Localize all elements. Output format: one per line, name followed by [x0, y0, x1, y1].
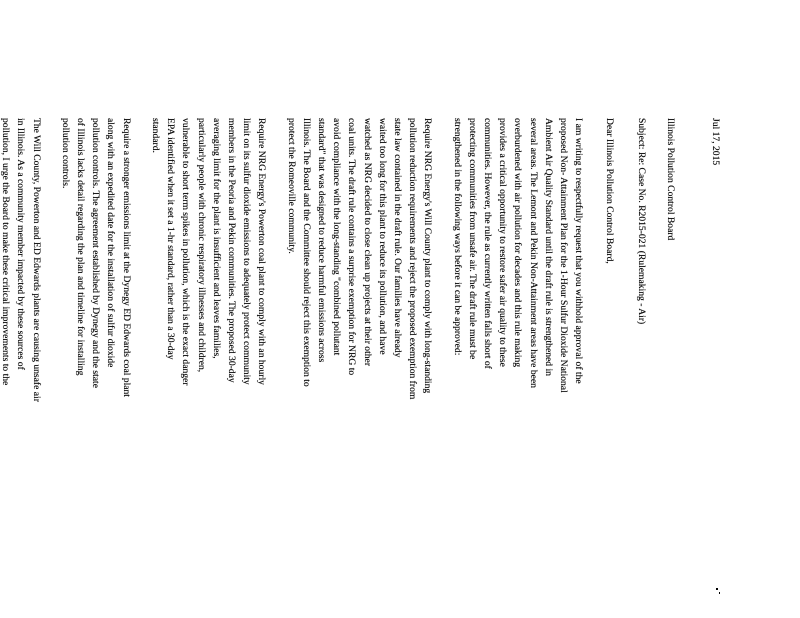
paragraph-line: along with an expedited date for the installation of sulfur dioxide	[105, 118, 117, 368]
paragraph-line: pollution, I urge the Board to make these critical improvements to the	[0, 118, 12, 386]
paragraph-line: Require NRG Energy's Will County plant to comply with long-standing	[422, 118, 434, 394]
paragraph-line: Require a stronger emissions limit at the Dynegy ED Edwards coal plant	[120, 118, 132, 397]
paragraph-line: limit on its sulfur dioxide emissions to adequately protect community	[241, 118, 253, 385]
paragraph-line: Ambient Air Quality Standard until the draft rule is strengthened in	[542, 118, 554, 376]
paragraph-line: several areas. The Lemont and Pekin Non-Attainment areas have been	[527, 118, 539, 388]
letter-date: Jul 17, 2015	[710, 118, 721, 166]
paragraph-line: strengthened in the following ways before it can be approved:	[451, 118, 463, 356]
paragraph-line: I am writing to respectfully request that you withhold approval of the	[573, 118, 585, 384]
paragraph-line: members in the Peoria and Pekin communities. The proposed 30-day	[225, 118, 237, 383]
paragraph-line: protect the Romeoville community.	[285, 118, 297, 254]
paragraph-line: standard.	[149, 118, 161, 153]
paragraph-line: in Illinois. As a community member impacted by these sources of	[15, 118, 27, 370]
paragraph-line: vulnerable to short term spikes in pollution, which is the exact danger	[180, 118, 192, 386]
letter-paragraphs	[0, 118, 586, 618]
paragraph-line: pollution controls. The agreement established by Dynegy and the state	[90, 118, 102, 388]
letter-recipient: Illinois Pollution Control Board	[664, 118, 676, 241]
paragraph-line: pollution reduction requirements and reject the proposed exemption from	[407, 118, 419, 400]
paragraph-line: Require NRG Energy's Powerton coal plant to comply with an hourly	[256, 118, 268, 385]
paragraph-line: of Illinois lacks detail regarding the plan and timeline for installing	[75, 118, 87, 376]
letter-paragraph	[0, 118, 44, 618]
letter-paragraph	[58, 118, 134, 618]
paragraph-line: overburdened with air pollution for decades and this rule making	[512, 118, 524, 368]
letter-paragraph	[283, 118, 435, 618]
paragraph-line: protecting communities from unsafe air. The draft rule must be	[466, 118, 478, 360]
paragraph-line: averaging limit for the plant is insufficient and leaves families,	[210, 118, 222, 359]
scan-speck	[719, 592, 720, 594]
scan-speck	[716, 588, 718, 590]
paragraph-line: provides a critical opportunity to restore safer air quality to these	[497, 118, 509, 367]
letter-paragraph	[449, 118, 586, 618]
paragraph-line: particularly people with chronic respiratory illnesses and children,	[195, 118, 207, 373]
paragraph-line: communities. However, the rule as currently written falls short of	[481, 118, 493, 369]
paragraph-line: coal units. The draft rule contains a surprise exemption for NRG to	[346, 118, 358, 376]
paragraph-line: The Will County, Powerton and ED Edwards plants are causing unsafe air	[30, 118, 42, 402]
paragraph-line: EPA identified when it set a 1-hr standard, rather than a 30-day	[165, 118, 177, 360]
paragraph-line: waited too long for this plant to reduce its pollution, and have	[376, 118, 388, 355]
rotated-letter-body	[0, 118, 723, 618]
paragraph-line: state law contained in the draft rule. Our families have already	[391, 118, 403, 358]
paragraph-line: watched as NRG decided to close clean up projects at their other	[361, 118, 373, 367]
paragraph-line: avoid compliance with the long-standing "combined pollutant	[331, 118, 343, 356]
letter-subject: Subject: Re: Case No. R2015-021 (Rulemaking - Air)	[635, 118, 647, 325]
paragraph-line: standard" that was designed to reduce harmful emissions across	[315, 118, 327, 363]
letter-salutation: Dear Illinois Pollution Control Board,	[604, 118, 616, 264]
paragraph-line: proposed Non- Attainment Plan for the 1-Hour Sulfur Dioxide National	[557, 118, 569, 393]
paragraph-line: Illinois. The Board and the Committee should reject this exemption to	[300, 118, 312, 387]
letter-paragraph	[148, 118, 270, 618]
paragraph-line: pollution controls.	[59, 118, 71, 189]
